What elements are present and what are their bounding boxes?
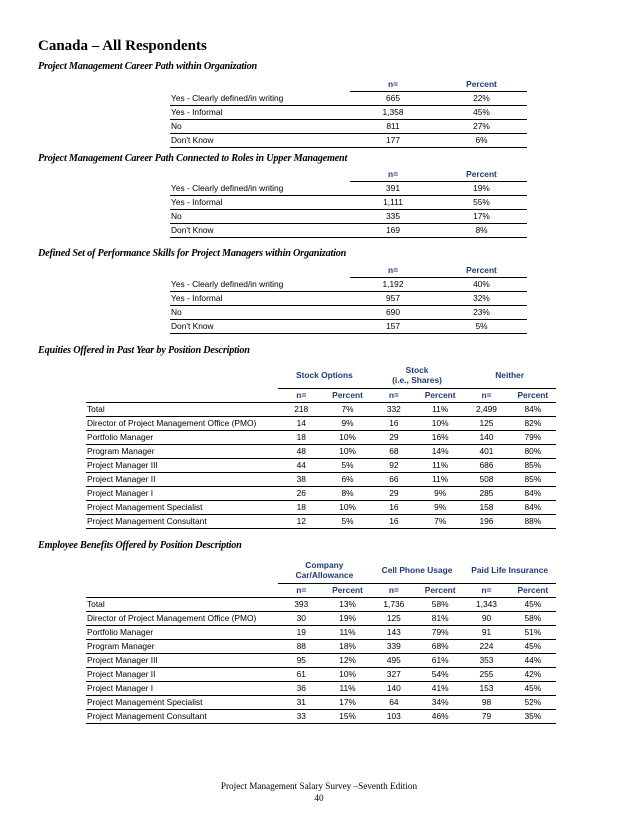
cell-percent: 11% bbox=[324, 682, 370, 696]
table-header-row bbox=[170, 78, 527, 92]
cell-percent: 82% bbox=[510, 417, 556, 431]
cell-n: 143 bbox=[371, 626, 417, 640]
table-row bbox=[86, 487, 556, 501]
row-label: Director of Project Management Office (PMO) bbox=[86, 417, 278, 431]
column-header: n= bbox=[463, 389, 509, 403]
cell-percent: 85% bbox=[510, 473, 556, 487]
cell-n: 224 bbox=[463, 640, 509, 654]
table-row bbox=[170, 106, 527, 120]
cell-percent: 11% bbox=[417, 473, 463, 487]
cell-n: 125 bbox=[463, 417, 509, 431]
row-label: Yes - Clearly defined/in writing bbox=[170, 92, 350, 106]
cell-percent: 45% bbox=[436, 106, 527, 120]
cell-percent: 11% bbox=[324, 626, 370, 640]
cell-percent: 81% bbox=[417, 612, 463, 626]
table-row bbox=[170, 134, 527, 148]
cell-n: 103 bbox=[371, 710, 417, 724]
cell-n: 2,499 bbox=[463, 403, 509, 417]
cell-n: 218 bbox=[278, 403, 324, 417]
row-label: Project Management Specialist bbox=[86, 696, 278, 710]
cell-percent: 17% bbox=[436, 210, 527, 224]
table-row bbox=[86, 403, 556, 417]
cell-percent: 17% bbox=[324, 696, 370, 710]
group-header-company-car: Company Car/Allowance bbox=[278, 556, 371, 584]
column-header: n= bbox=[371, 584, 417, 598]
column-header: n= bbox=[278, 584, 324, 598]
cell-n: 353 bbox=[463, 654, 509, 668]
cell-n: 339 bbox=[371, 640, 417, 654]
column-header: n= bbox=[350, 168, 436, 182]
cell-n: 95 bbox=[278, 654, 324, 668]
cell-percent: 84% bbox=[510, 403, 556, 417]
cell-percent: 22% bbox=[436, 92, 527, 106]
row-label: Total bbox=[86, 403, 278, 417]
row-label: Director of Project Management Office (PMO) bbox=[86, 612, 278, 626]
cell-percent: 10% bbox=[324, 501, 370, 515]
cell-n: 1,111 bbox=[350, 196, 436, 210]
table-row bbox=[170, 210, 527, 224]
cell-percent: 40% bbox=[436, 278, 527, 292]
cell-n: 38 bbox=[278, 473, 324, 487]
table-row bbox=[86, 668, 556, 682]
row-label: Portfolio Manager bbox=[86, 431, 278, 445]
table-row bbox=[86, 710, 556, 724]
cell-percent: 7% bbox=[324, 403, 370, 417]
table-header-row bbox=[170, 168, 527, 182]
cell-n: 153 bbox=[463, 682, 509, 696]
column-header: Percent bbox=[417, 584, 463, 598]
cell-percent: 19% bbox=[436, 182, 527, 196]
table-row bbox=[170, 92, 527, 106]
row-label: Yes - Clearly defined/in writing bbox=[170, 278, 350, 292]
cell-n: 68 bbox=[371, 445, 417, 459]
row-label: Project Manager I bbox=[86, 682, 278, 696]
cell-n: 18 bbox=[278, 501, 324, 515]
cell-n: 196 bbox=[463, 515, 509, 529]
cell-n: 665 bbox=[350, 92, 436, 106]
table-row bbox=[170, 120, 527, 134]
cell-n: 48 bbox=[278, 445, 324, 459]
footer-title: Project Management Salary Survey –Seventh Edition bbox=[220, 781, 418, 791]
cell-percent: 6% bbox=[436, 134, 527, 148]
cell-percent: 23% bbox=[436, 306, 527, 320]
row-label: Project Manager III bbox=[86, 459, 278, 473]
table-row bbox=[170, 292, 527, 306]
cell-percent: 45% bbox=[510, 598, 556, 612]
subheader-row bbox=[86, 389, 556, 403]
cell-n: 29 bbox=[371, 431, 417, 445]
cell-n: 327 bbox=[371, 668, 417, 682]
row-label: Don't Know bbox=[170, 224, 350, 238]
cell-percent: 16% bbox=[417, 431, 463, 445]
cell-percent: 58% bbox=[417, 598, 463, 612]
table-row bbox=[86, 654, 556, 668]
cell-percent: 80% bbox=[510, 445, 556, 459]
cell-n: 140 bbox=[371, 682, 417, 696]
cell-n: 391 bbox=[350, 182, 436, 196]
cell-percent: 45% bbox=[510, 640, 556, 654]
cell-percent: 61% bbox=[417, 654, 463, 668]
table-row bbox=[86, 626, 556, 640]
cell-n: 16 bbox=[371, 515, 417, 529]
row-label: Yes - Informal bbox=[170, 292, 350, 306]
career-path-table bbox=[170, 78, 527, 148]
page-title: Canada – All Respondents bbox=[38, 38, 207, 54]
cell-percent: 10% bbox=[324, 431, 370, 445]
cell-percent: 88% bbox=[510, 515, 556, 529]
group-header-cell-phone: Cell Phone Usage bbox=[371, 556, 464, 584]
cell-n: 12 bbox=[278, 515, 324, 529]
row-label: Don't Know bbox=[170, 134, 350, 148]
table-row bbox=[170, 196, 527, 210]
section-heading-career-path: Project Management Career Path within Organization bbox=[38, 61, 257, 72]
column-header: n= bbox=[350, 264, 436, 278]
row-label: Program Manager bbox=[86, 445, 278, 459]
cell-percent: 18% bbox=[324, 640, 370, 654]
cell-n: 64 bbox=[371, 696, 417, 710]
table-row bbox=[170, 306, 527, 320]
cell-percent: 41% bbox=[417, 682, 463, 696]
cell-n: 686 bbox=[463, 459, 509, 473]
page-number: 40 bbox=[314, 793, 324, 803]
table-row bbox=[170, 224, 527, 238]
table-row bbox=[86, 417, 556, 431]
table-row bbox=[170, 278, 527, 292]
row-label: Program Manager bbox=[86, 640, 278, 654]
cell-percent: 58% bbox=[510, 612, 556, 626]
column-header: n= bbox=[350, 78, 436, 92]
section-heading-benefits: Employee Benefits Offered by Position Description bbox=[38, 540, 242, 551]
table-row bbox=[86, 473, 556, 487]
cell-n: 177 bbox=[350, 134, 436, 148]
row-label: Project Management Specialist bbox=[86, 501, 278, 515]
cell-n: 88 bbox=[278, 640, 324, 654]
table-header-row bbox=[170, 264, 527, 278]
cell-n: 14 bbox=[278, 417, 324, 431]
cell-n: 44 bbox=[278, 459, 324, 473]
group-header-stock-shares: Stock (i.e., Shares) bbox=[371, 361, 464, 389]
cell-percent: 55% bbox=[436, 196, 527, 210]
row-label: No bbox=[170, 120, 350, 134]
cell-n: 255 bbox=[463, 668, 509, 682]
cell-n: 66 bbox=[371, 473, 417, 487]
cell-percent: 9% bbox=[324, 417, 370, 431]
cell-n: 92 bbox=[371, 459, 417, 473]
table-row bbox=[86, 598, 556, 612]
cell-percent: 15% bbox=[324, 710, 370, 724]
column-header: Percent bbox=[436, 168, 527, 182]
row-label: Project Manager II bbox=[86, 668, 278, 682]
row-label: Project Manager I bbox=[86, 487, 278, 501]
cell-n: 16 bbox=[371, 417, 417, 431]
cell-n: 19 bbox=[278, 626, 324, 640]
cell-n: 285 bbox=[463, 487, 509, 501]
row-label: No bbox=[170, 306, 350, 320]
column-header: n= bbox=[278, 389, 324, 403]
row-label: Don't Know bbox=[170, 320, 350, 334]
group-header-row bbox=[86, 556, 556, 584]
cell-n: 335 bbox=[350, 210, 436, 224]
table-row bbox=[86, 696, 556, 710]
row-label: Total bbox=[86, 598, 278, 612]
section-heading-equities: Equities Offered in Past Year by Position Description bbox=[38, 345, 250, 356]
table-row bbox=[86, 431, 556, 445]
equities-table bbox=[86, 361, 556, 529]
cell-n: 332 bbox=[371, 403, 417, 417]
cell-n: 98 bbox=[463, 696, 509, 710]
cell-n: 169 bbox=[350, 224, 436, 238]
cell-percent: 32% bbox=[436, 292, 527, 306]
column-header: Percent bbox=[436, 78, 527, 92]
table-row bbox=[86, 459, 556, 473]
cell-percent: 46% bbox=[417, 710, 463, 724]
cell-percent: 51% bbox=[510, 626, 556, 640]
column-header: Percent bbox=[436, 264, 527, 278]
cell-percent: 45% bbox=[510, 682, 556, 696]
cell-n: 90 bbox=[463, 612, 509, 626]
group-header-life-insurance: Paid Life Insurance bbox=[463, 556, 556, 584]
cell-n: 61 bbox=[278, 668, 324, 682]
row-label: Portfolio Manager bbox=[86, 626, 278, 640]
table-row bbox=[86, 640, 556, 654]
cell-percent: 10% bbox=[324, 668, 370, 682]
cell-n: 957 bbox=[350, 292, 436, 306]
cell-percent: 14% bbox=[417, 445, 463, 459]
cell-percent: 10% bbox=[324, 445, 370, 459]
cell-percent: 68% bbox=[417, 640, 463, 654]
cell-n: 157 bbox=[350, 320, 436, 334]
cell-n: 91 bbox=[463, 626, 509, 640]
cell-n: 79 bbox=[463, 710, 509, 724]
cell-percent: 8% bbox=[436, 224, 527, 238]
section-heading-performance-skills: Defined Set of Performance Skills for Project Managers within Organization bbox=[38, 248, 347, 259]
table-row bbox=[86, 501, 556, 515]
cell-percent: 27% bbox=[436, 120, 527, 134]
column-header: Percent bbox=[324, 584, 370, 598]
cell-n: 36 bbox=[278, 682, 324, 696]
cell-n: 18 bbox=[278, 431, 324, 445]
row-label: Yes - Informal bbox=[170, 106, 350, 120]
cell-n: 401 bbox=[463, 445, 509, 459]
cell-percent: 11% bbox=[417, 459, 463, 473]
row-label: Project Management Consultant bbox=[86, 515, 278, 529]
cell-n: 1,736 bbox=[371, 598, 417, 612]
row-label: Yes - Clearly defined/in writing bbox=[170, 182, 350, 196]
cell-n: 508 bbox=[463, 473, 509, 487]
cell-n: 495 bbox=[371, 654, 417, 668]
cell-percent: 44% bbox=[510, 654, 556, 668]
cell-n: 393 bbox=[278, 598, 324, 612]
cell-n: 158 bbox=[463, 501, 509, 515]
cell-n: 26 bbox=[278, 487, 324, 501]
cell-percent: 12% bbox=[324, 654, 370, 668]
column-header: Percent bbox=[510, 389, 556, 403]
cell-percent: 7% bbox=[417, 515, 463, 529]
row-label: Project Management Consultant bbox=[86, 710, 278, 724]
cell-percent: 34% bbox=[417, 696, 463, 710]
cell-percent: 84% bbox=[510, 501, 556, 515]
group-header-neither: Neither bbox=[463, 361, 556, 389]
cell-percent: 84% bbox=[510, 487, 556, 501]
table-row bbox=[86, 612, 556, 626]
cell-n: 16 bbox=[371, 501, 417, 515]
cell-percent: 13% bbox=[324, 598, 370, 612]
cell-n: 31 bbox=[278, 696, 324, 710]
cell-percent: 5% bbox=[324, 515, 370, 529]
cell-n: 1,192 bbox=[350, 278, 436, 292]
column-header: Percent bbox=[417, 389, 463, 403]
benefits-table bbox=[86, 556, 556, 724]
column-header: n= bbox=[463, 584, 509, 598]
upper-management-table bbox=[170, 168, 527, 238]
row-label: Project Manager II bbox=[86, 473, 278, 487]
row-label: Project Manager III bbox=[86, 654, 278, 668]
group-header-stock-options: Stock Options bbox=[278, 361, 371, 389]
cell-percent: 52% bbox=[510, 696, 556, 710]
table-row bbox=[170, 182, 527, 196]
cell-percent: 5% bbox=[436, 320, 527, 334]
cell-n: 140 bbox=[463, 431, 509, 445]
cell-percent: 19% bbox=[324, 612, 370, 626]
column-header: n= bbox=[371, 389, 417, 403]
cell-percent: 10% bbox=[417, 417, 463, 431]
cell-percent: 79% bbox=[417, 626, 463, 640]
cell-percent: 54% bbox=[417, 668, 463, 682]
row-label: Yes - Informal bbox=[170, 196, 350, 210]
cell-percent: 35% bbox=[510, 710, 556, 724]
cell-percent: 9% bbox=[417, 501, 463, 515]
performance-skills-table bbox=[170, 264, 527, 334]
row-label: No bbox=[170, 210, 350, 224]
cell-percent: 6% bbox=[324, 473, 370, 487]
cell-n: 1,343 bbox=[463, 598, 509, 612]
cell-n: 125 bbox=[371, 612, 417, 626]
table-row bbox=[86, 515, 556, 529]
cell-n: 811 bbox=[350, 120, 436, 134]
cell-n: 1,358 bbox=[350, 106, 436, 120]
cell-percent: 85% bbox=[510, 459, 556, 473]
column-header: Percent bbox=[324, 389, 370, 403]
cell-percent: 9% bbox=[417, 487, 463, 501]
group-header-row bbox=[86, 361, 556, 389]
table-row bbox=[170, 320, 527, 334]
subheader-row bbox=[86, 584, 556, 598]
cell-percent: 5% bbox=[324, 459, 370, 473]
table-row bbox=[86, 682, 556, 696]
cell-percent: 79% bbox=[510, 431, 556, 445]
column-header: Percent bbox=[510, 584, 556, 598]
cell-percent: 11% bbox=[417, 403, 463, 417]
cell-n: 30 bbox=[278, 612, 324, 626]
cell-n: 29 bbox=[371, 487, 417, 501]
cell-n: 690 bbox=[350, 306, 436, 320]
cell-percent: 42% bbox=[510, 668, 556, 682]
cell-percent: 8% bbox=[324, 487, 370, 501]
table-row bbox=[86, 445, 556, 459]
cell-n: 33 bbox=[278, 710, 324, 724]
section-heading-upper-management: Project Management Career Path Connected to Roles in Upper Management bbox=[38, 153, 348, 164]
